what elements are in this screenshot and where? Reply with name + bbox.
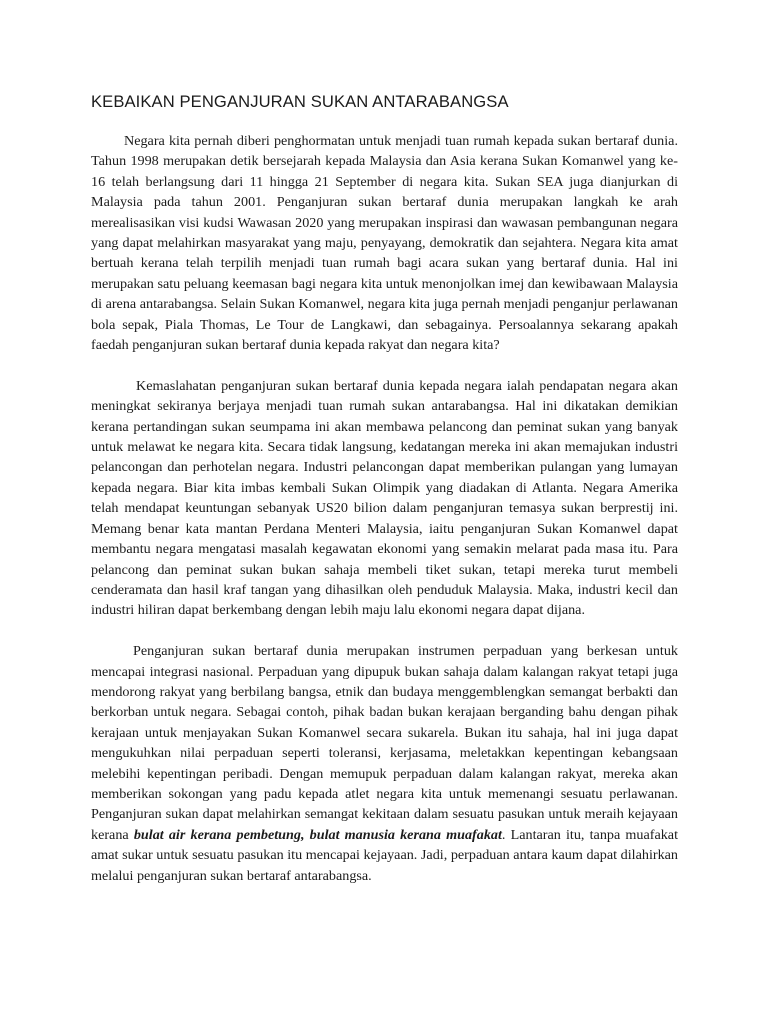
paragraph-unity-text-after: . Lantaran itu, tanpa muafakat amat sukar untuk sesuatu pasukan itu mencapai kejayaan. Jadi, perpaduan antara kaum dapat dilahirkan melalui penganjuran sukan bertaraf antarabangsa. <box>91 826 678 884</box>
paragraph-introduction: Negara kita pernah diberi penghormatan untuk menjadi tuan rumah kepada sukan bertaraf dunia. Tahun 1998 merupakan detik bersejarah kepada Malaysia dan Asia kerana Sukan Komanwel yang ke-16 telah berlangsung dari 11 hingga 21 September di negara kita. Sukan SEA juga dianjurkan di Malaysia pada tahun 2001. Penganjuran sukan bertaraf dunia merupakan langkah ke arah merealisasikan visi kudsi Wawasan 2020 yang merupakan inspirasi dan wawasan pembangunan negara yang dapat melahirkan masyarakat yang maju, penyayang, demokratik dan sejahtera. Negara kita amat bertuah kerana telah terpilih menjadi tuan rumah bagi acara sukan yang bertaraf dunia. Hal ini merupakan satu peluang keemasan bagi negara kita untuk menonjolkan imej dan kewibawaan Malaysia di arena antarabangsa. Selain Sukan Komanwel, negara kita juga pernah menjadi penganjur perlawanan bola sepak, Piala Thomas, Le Tour de Langkawi, dan sebagainya. Persoalannya sekarang apakah faedah penganjuran sukan bertaraf dunia kepada rakyat dan negara kita? <box>91 133 678 354</box>
paragraph-unity-text-before: Penganjuran sukan bertaraf dunia merupakan instrumen perpaduan yang berkesan untuk mencapai integrasi nasional. Perpaduan yang dipupuk bukan sahaja dalam kalangan rakyat tetapi juga mendorong rakyat yang berbilang bangsa, etnik dan budaya menggemblengkan semangat berbakti dan berkorban untuk negara. Sebagai contoh, pihak badan bukan kerajaan berganding bahu dengan pihak kerajaan untuk menjayakan Sukan Komanwel secara sukarela. Bukan itu sahaja, hal ini juga dapat mengukuhkan nilai perpaduan seperti toleransi, kerjasama, meletakkan kepentingan kebangsaan melebihi kepentingan peribadi. Dengan memupuk perpaduan dalam kalangan rakyat, mereka akan memberikan sokongan yang padu kepada atlet negara kita untuk memenangi sesuatu perlawanan. Penganjuran sukan dapat melahirkan semangat kekitaan dalam sesuatu pasukan untuk meraih kejayaan kerana <box>91 643 678 843</box>
document-title: KEBAIKAN PENGANJURAN SUKAN ANTARABANGSA <box>91 92 509 111</box>
paragraph-national-unity <box>91 641 678 886</box>
proverb-emphasis: bulat air kerana pembetung, bulat manusia kerana muafakat <box>133 826 502 843</box>
paragraph-economic-benefit: Kemaslahatan penganjuran sukan bertaraf dunia kepada negara ialah pendapatan negara akan meningkat sekiranya berjaya menjadi tuan rumah sukan antarabangsa. Hal ini dikatakan demikian kerana pertandingan sukan seumpama ini akan membawa pelancong dan peminat sukan yang banyak untuk melawat ke negara kita. Secara tidak langsung, kedatangan mereka ini akan memajukan industri pelancongan dan perhotelan negara. Industri pelancongan dapat memberikan pulangan yang lumayan kepada negara. Biar kita imbas kembali Sukan Olimpik yang diadakan di Atlanta. Negara Amerika telah mendapat keuntungan sebanyak US20 bilion dalam penganjuran temasya sukan berprestij ini. Memang benar kata mantan Perdana Menteri Malaysia, iaitu penganjuran Sukan Komanwel dapat membantu negara mengatasi masalah kegawatan ekonomi yang semakin melarat pada masa itu. Para pelancong dan peminat sukan bukan sahaja membeli tiket sukan, tetapi mereka turut membeli cenderamata dan hasil kraf tangan yang dihasilkan oleh penduduk Malaysia. Maka, industri kecil dan industri hiliran dapat berkembang dengan lebih maju lalu ekonomi negara dapat dijana. <box>91 377 678 619</box>
